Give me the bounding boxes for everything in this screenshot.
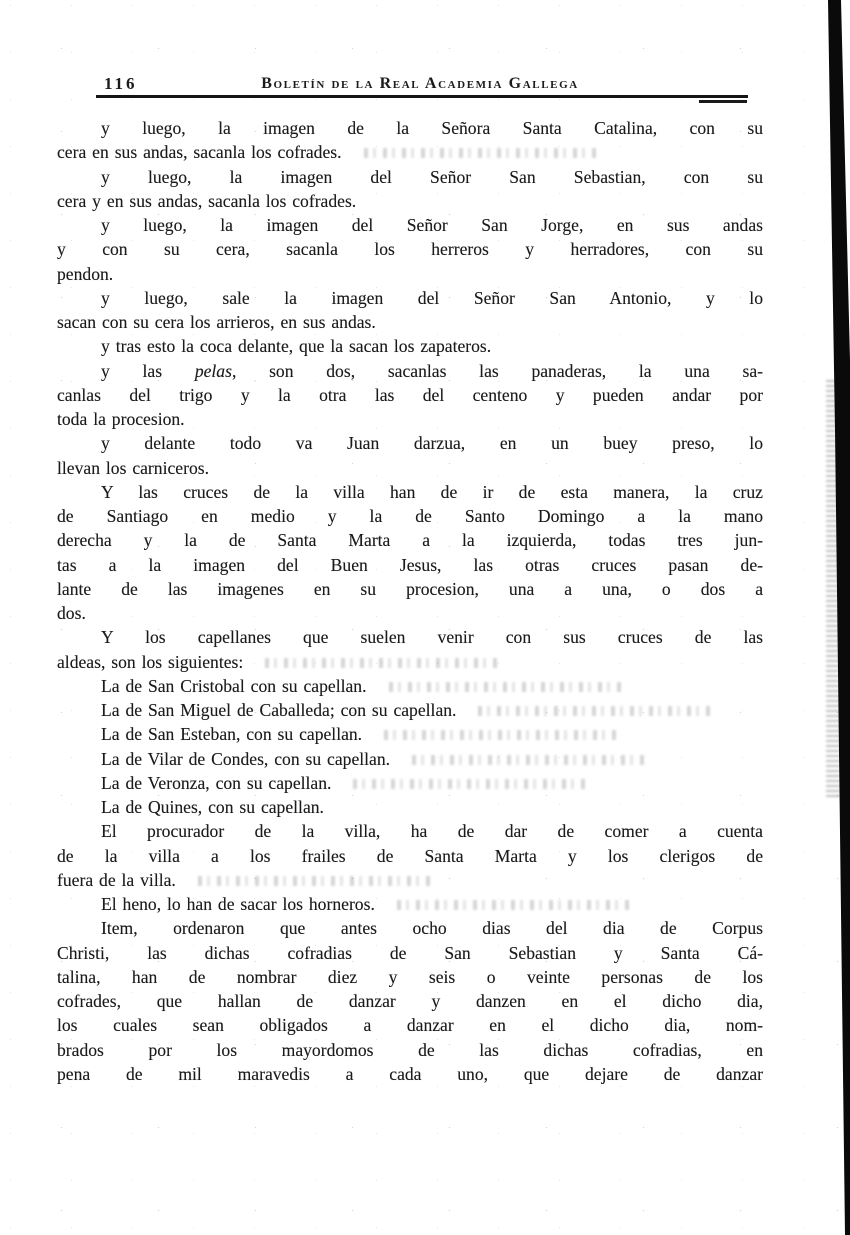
text-line: brados por los mayordomos de las dichas cofradias, en [57,1039,763,1060]
text-line: sacan con su cera los arrieros, en sus andas. [57,312,376,332]
text-line: tas a la imagen del Buen Jesus, las otras cruces pasan de- [57,554,763,575]
page-number: 116 [104,74,138,93]
text-line: pendon. [57,263,114,284]
text-line: fuera de la villa. [57,868,763,892]
text-line: cera y en sus andas, sacanla los cofrades. [57,190,357,211]
text-line: y delante todo va Juan darzua, en un buey preso, lo [101,433,763,454]
text-line: La de San Esteban, con su capellan. [57,722,763,746]
text-line: lante de las imagenes en su procesion, una a una, o dos a [57,578,763,599]
text-line: La de San Miguel de Caballeda; con su capellan. [57,698,763,722]
text-line: y luego, sale la imagen del Señor San Antonio, y lo [101,287,763,308]
text-line: llevan los carniceros. [57,457,209,478]
text-line: dos. [57,603,86,623]
page-text [57,116,763,1086]
text-line: La de Vilar de Condes, con su capellan. [57,747,763,771]
text-line: y luego, la imagen del Señor San Sebastian, con su [101,166,763,187]
text-line: canlas del trigo y la otra las del centeno y pueden andar por [57,384,763,405]
header-rule [96,95,748,98]
text-line: y tras esto la coca delante, que la sacan los zapateros. [101,336,492,357]
text-line: pena de mil maravedis a cada uno, que dejare de danzar [57,1063,763,1084]
text-line: los cuales sean obligados a danzar en el dicho dia, nom- [57,1015,763,1036]
journal-title: Boletín de la Real Academia Gallega [261,75,579,92]
text-line: Christi, las dichas cofradias de San Sebastian y Santa Cá- [57,942,763,963]
text-segment: pelas [194,360,232,381]
text-line: y luego, la imagen de la Señora Santa Catalina, con su [101,118,763,138]
text-line [57,359,763,383]
text-line: El procurador de la villa, ha de dar de comer a cuenta [101,821,763,842]
text-line: derecha y la de Santa Marta a la izquierda, todas tres jun- [57,530,763,551]
text-line: Item, ordenaron que antes ocho dias del dia de Corpus [101,918,763,939]
text-line: toda la procesion. [57,409,185,429]
text-line: de la villa a los frailes de Santa Marta y los clerigos de [57,845,763,866]
text-line: y con su cera, sacanla los herreros y herradores, con su [57,239,763,260]
header-rule-artifact [699,100,747,103]
text-line: Y las cruces de la villa han de ir de esta manera, la cruz [101,481,763,502]
text-segment: y las [101,360,195,381]
text-line: La de Veronza, con su capellan. [57,771,763,795]
text-line: La de San Cristobal con su capellan. [57,674,763,698]
text-segment: , son dos, sacanlas las panaderas, la una sa- [231,360,763,381]
text-line: cofrades, que hallan de danzar y danzen en el dicho dia, [57,991,763,1011]
text-line: cera en sus andas, sacanla los cofrades. [57,140,763,164]
text-line: y luego, la imagen del Señor San Jorge, en sus andas [101,215,763,235]
text-line: La de Quines, con su capellan. [101,797,324,817]
text-line: aldeas, son los siguientes: [57,650,763,674]
text-line: de Santiago en medio y la de Santo Domingo a la mano [57,506,763,526]
text-line: El heno, lo han de sacar los horneros. [57,892,763,916]
text-line: talina, han de nombrar diez y seis o veinte personas de los [57,966,763,987]
text-line: Y los capellanes que suelen venir con sus cruces de las [101,627,763,648]
